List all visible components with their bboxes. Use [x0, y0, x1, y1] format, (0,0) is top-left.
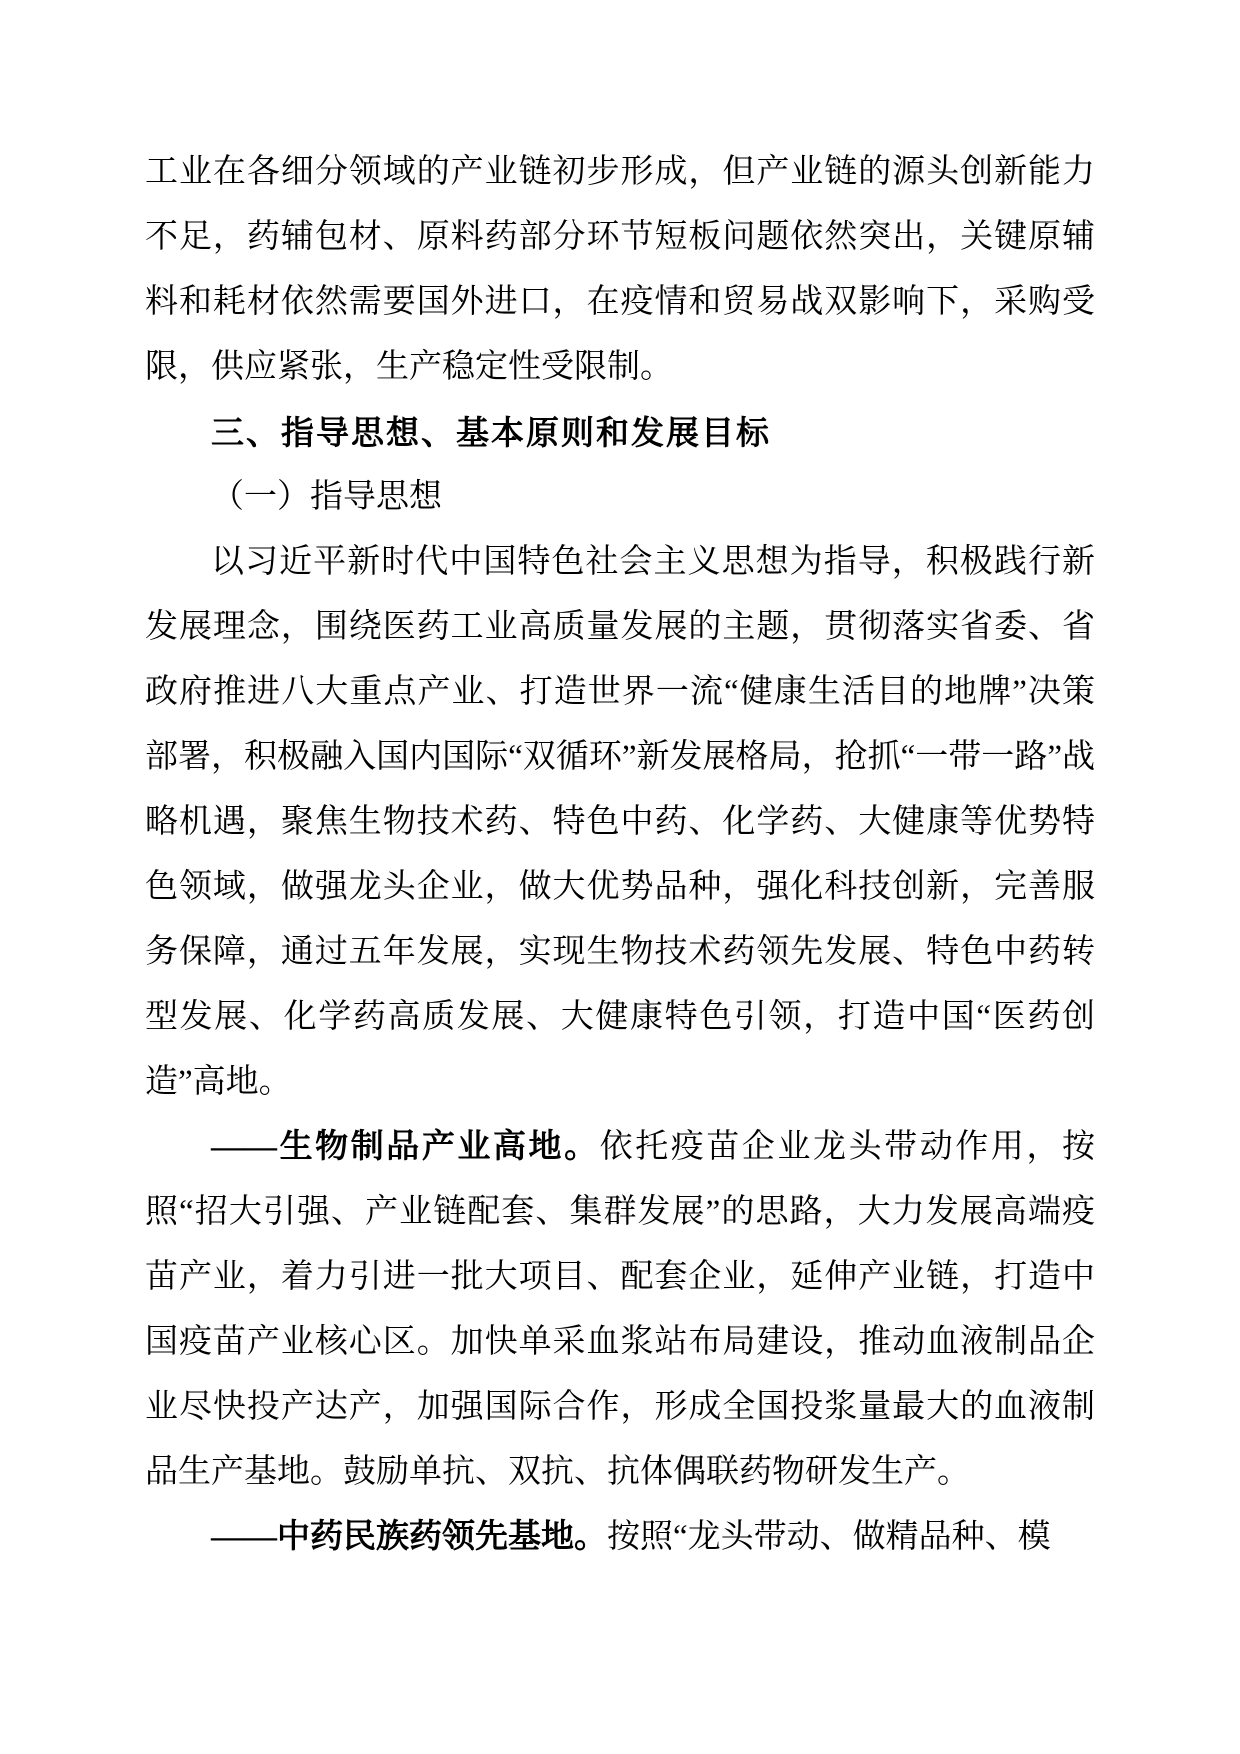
- paragraph-text-tcm: 按照“龙头带动、做精品种、模: [607, 1519, 1051, 1555]
- paragraph-guiding-ideology: 以习近平新时代中国特色社会主义思想为指导，积极践行新发展理念，围绕医药工业高质量发展的主题，贯彻落实省委、省政府推进八大重点产业、打造世界一流“健康生活目的地牌”决策部署，积极融入国内国际“双循环”新发展格局，抢抓“一带一路”战略机遇，聚焦生物技术药、特色中药、化学药、大健康等优势特色领域，做强龙头企业，做大优势品种，强化科技创新，完善服务保障，通过五年发展，实现生物技术药领先发展、特色中药转型发展、化学药高质发展、大健康特色引领，打造中国“医药创造”高地。: [145, 544, 1095, 1100]
- paragraph-biologics-highland: [145, 1115, 1095, 1505]
- section-heading: 三、指导思想、基本原则和发展目标: [211, 414, 771, 451]
- paragraph-lead-tcm: ——中药民族药领先基地。: [211, 1519, 607, 1555]
- paragraph-tcm-base: [145, 1505, 1095, 1570]
- paragraph-continuation: 工业在各细分领域的产业链初步形成，但产业链的源头创新能力不足，药辅包材、原料药部分环节短板问题依然突出，关键原辅料和耗材依然需要国外进口，在疫情和贸易战双影响下，采购受限，供应紧张，生产稳定性受限制。: [145, 154, 1095, 385]
- document-body: [145, 140, 1095, 1570]
- paragraph-text-biologics: 依托疫苗企业龙头带动作用，按照“招大引强、产业链配套、集群发展”的思路，大力发展高端疫苗产业，着力引进一批大项目、配套企业，延伸产业链，打造中国疫苗产业核心区。加快单采血浆站布局建设，推动血液制品企业尽快投产达产，加强国际合作，形成全国投浆量最大的血液制品生产基地。鼓励单抗、双抗、抗体偶联药物研发生产。: [145, 1129, 1096, 1490]
- paragraph-lead-biologics: ——生物制品产业高地。: [211, 1129, 600, 1165]
- subsection-heading: （一）指导思想: [211, 479, 442, 515]
